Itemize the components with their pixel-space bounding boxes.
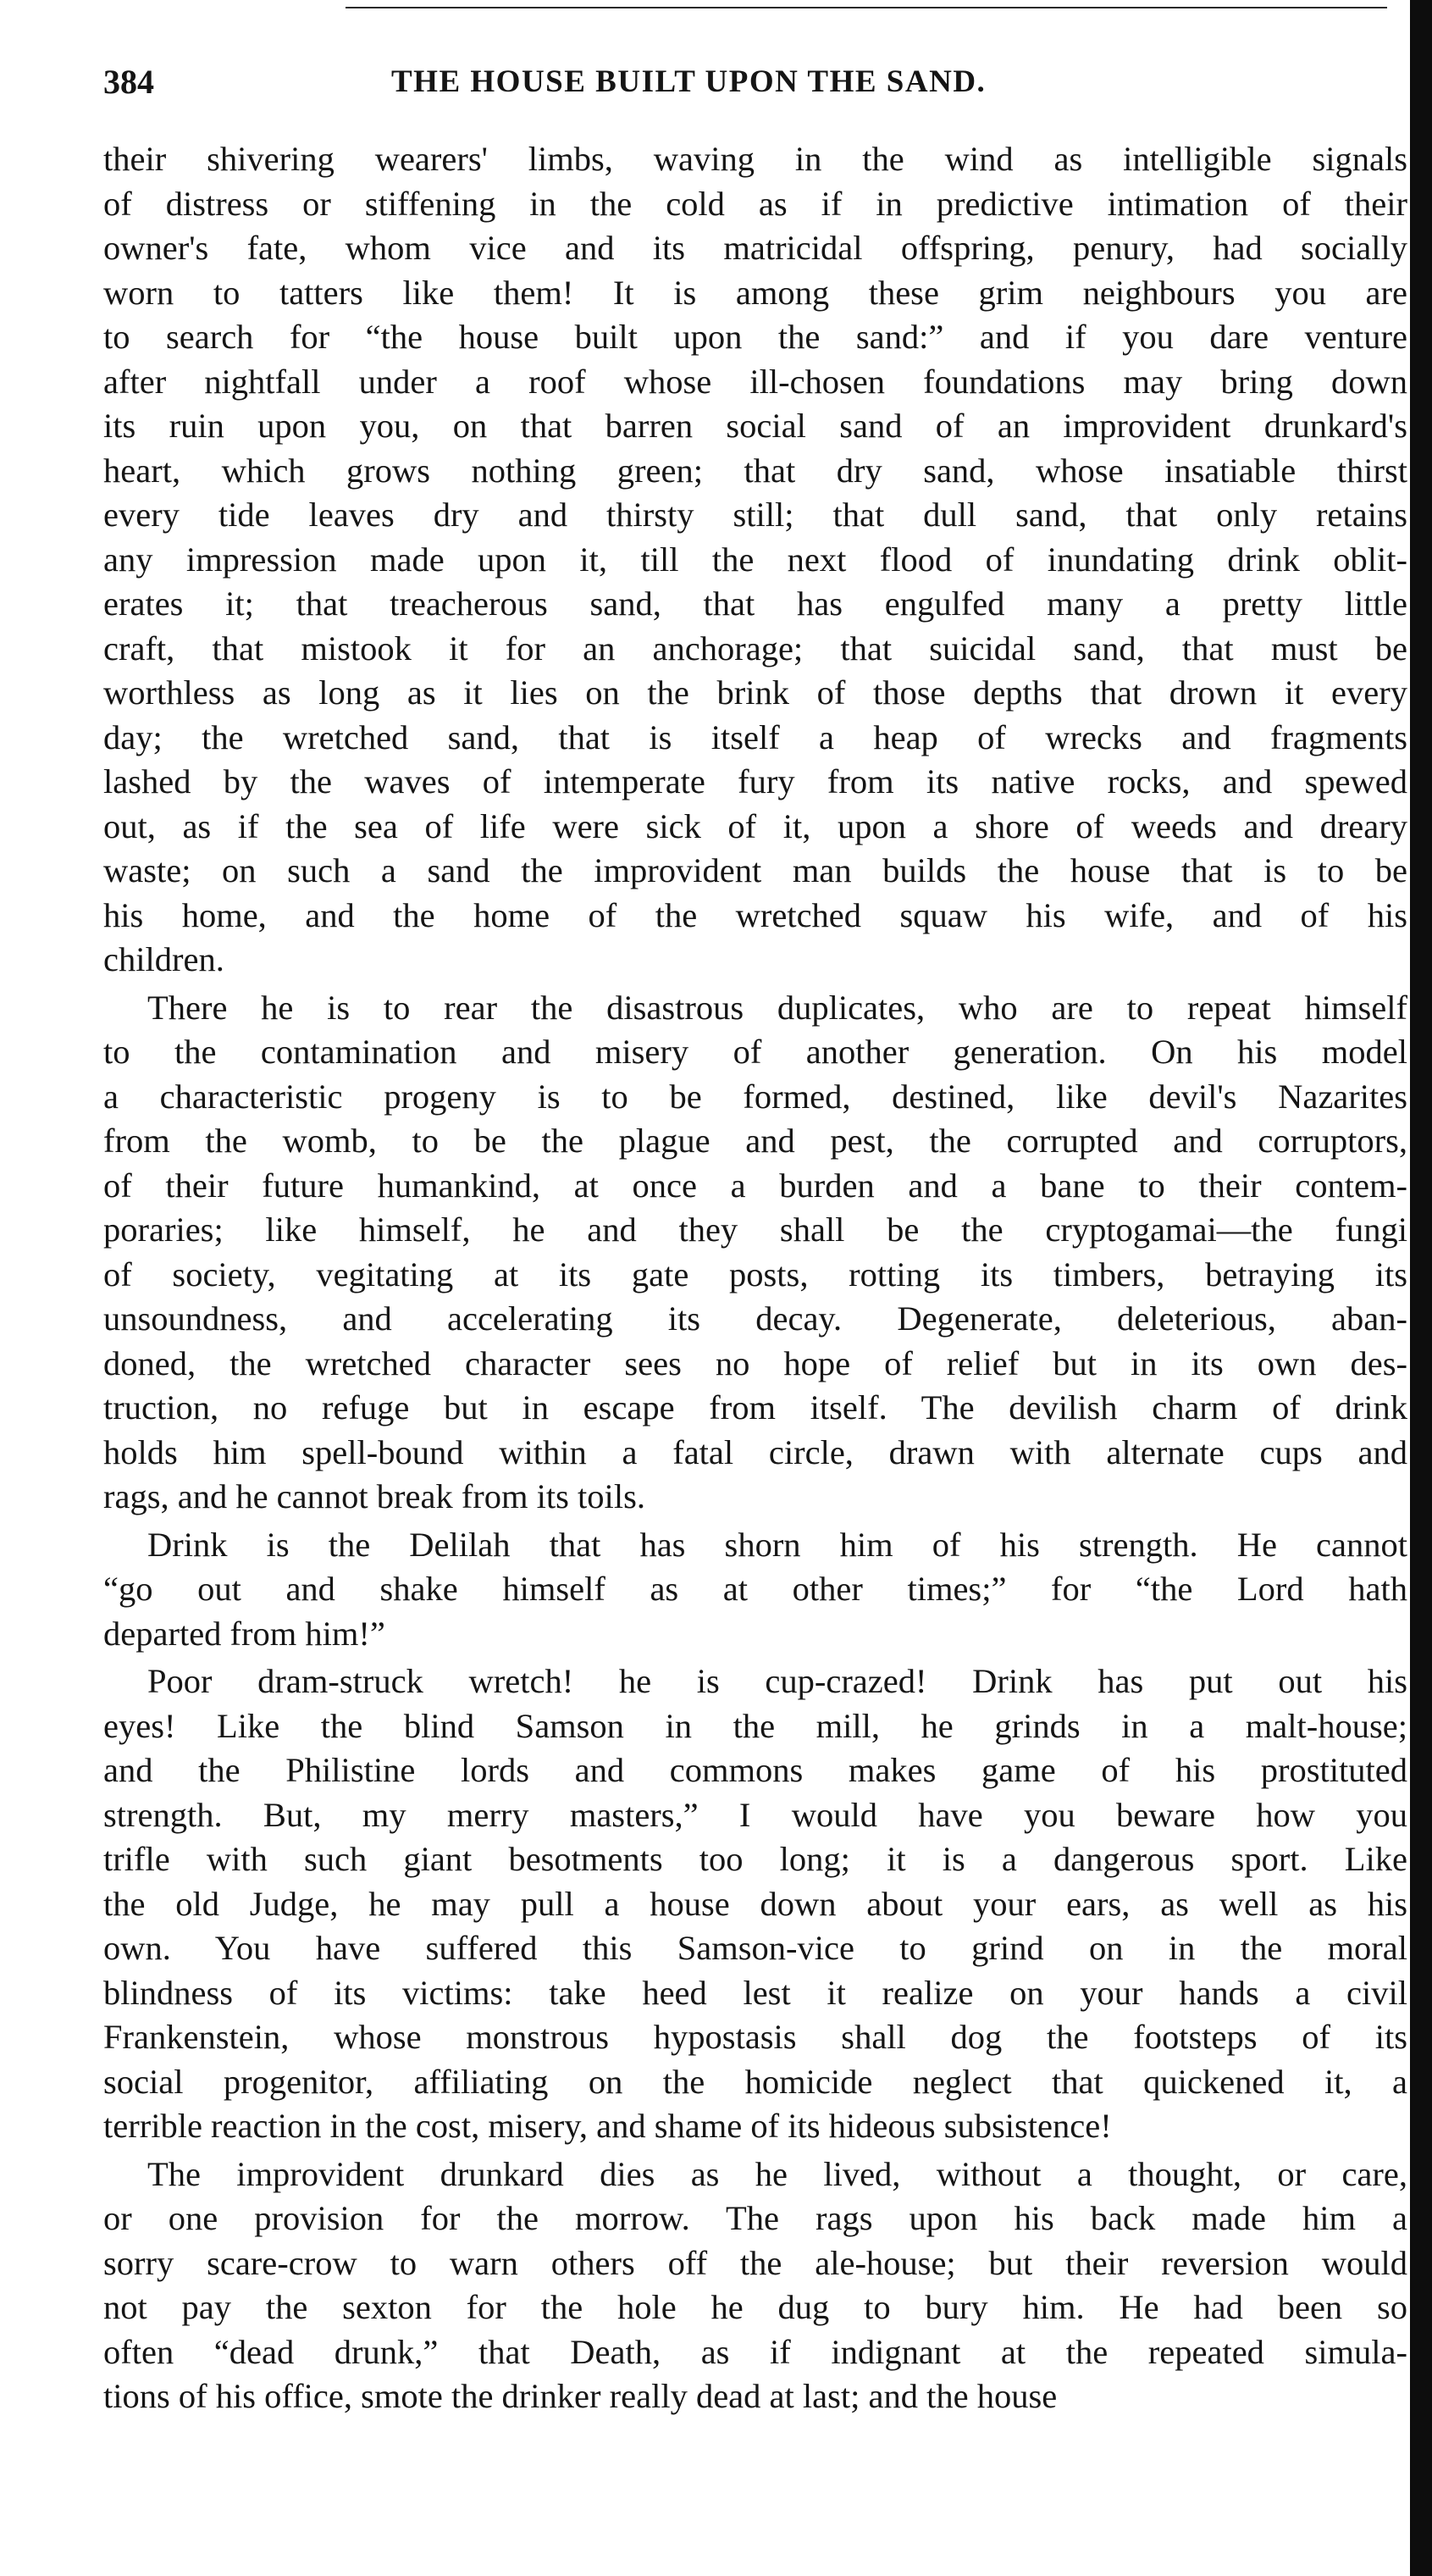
text-line: their shivering wearers' limbs, waving in the wind as intelligible signals: [103, 140, 1407, 178]
text-line: a characteristic progeny is to be formed, destined, like devil's Nazarites: [103, 1077, 1407, 1116]
text-line: poraries; like himself, he and they shall be the cryptogamai—the fungi: [103, 1210, 1407, 1249]
running-title: THE HOUSE BUILT UPON THE SAND.: [391, 64, 987, 99]
text-line: any impression made upon it, till the next flood of inundating drink oblit-: [103, 540, 1407, 579]
text-line: Poor dram-struck wretch! he is cup-crazed! Drink has put out his: [147, 1662, 1407, 1700]
text-line: craft, that mistook it for an anchorage; that suicidal sand, that must be: [103, 629, 1407, 668]
text-line: terrible reaction in the cost, misery, and shame of its hideous subsistence!: [103, 2107, 1112, 2145]
text-line: worthless as long as it lies on the brink of those depths that drown it every: [103, 673, 1407, 712]
text-line: unsoundness, and accelerating its decay. Degenerate, deleterious, aban-: [103, 1299, 1407, 1338]
text-line: not pay the sexton for the hole he dug to bury him. He had been so: [103, 2288, 1407, 2326]
text-line: and the Philistine lords and commons makes game of his prostituted: [103, 1751, 1407, 1789]
text-line: out, as if the sea of life were sick of it, upon a shore of weeds and dreary: [103, 806, 1407, 845]
text-line: eyes! Like the blind Samson in the mill, he grinds in a malt-house;: [103, 1706, 1407, 1745]
text-line: sorry scare-crow to warn others off the ale-house; but their reversion would: [103, 2243, 1407, 2282]
text-line: every tide leaves dry and thirsty still; that dull sand, that only retains: [103, 496, 1407, 534]
text-line: lashed by the waves of intemperate fury from its native rocks, and spewed: [103, 762, 1407, 800]
paragraph: [103, 137, 1407, 983]
text-line: owner's fate, whom vice and its matricidal offspring, penury, had socially: [103, 229, 1407, 267]
page-number: 384: [103, 63, 154, 101]
text-line: to the contamination and misery of another generation. On his model: [103, 1033, 1407, 1071]
text-line: departed from him!”: [103, 1614, 385, 1653]
text-line: holds him spell-bound within a fatal circle, drawn with alternate cups and: [103, 1432, 1407, 1471]
text-line: children.: [103, 940, 224, 978]
text-line: from the womb, to be the plague and pest, the corrupted and corruptors,: [103, 1122, 1407, 1160]
text-line: tions of his office, smote the drinker really dead at last; and the house: [103, 2377, 1058, 2415]
text-line: after nightfall under a roof whose ill-chosen foundations may bring down: [103, 362, 1407, 401]
text-line: There he is to rear the disastrous duplicates, who are to repeat himself: [147, 988, 1407, 1027]
paragraph: [103, 1523, 1407, 1657]
page-edge-shadow: [1410, 0, 1432, 2576]
text-line: of distress or stiffening in the cold as if in predictive intimation of their: [103, 184, 1407, 223]
text-line: truction, no refuge but in escape from itself. The devilish charm of drink: [103, 1388, 1407, 1426]
text-line: The improvident drunkard dies as he lived, without a thought, or care,: [147, 2154, 1407, 2193]
text-line: waste; on such a sand the improvident man builds the house that is to be: [103, 851, 1407, 889]
text-line: worn to tatters like them! It is among these grim neighbours you are: [103, 273, 1407, 312]
text-line: heart, which grows nothing green; that dry sand, whose insatiable thirst: [103, 451, 1407, 490]
text-line: often “dead drunk,” that Death, as if indignant at the repeated simula-: [103, 2332, 1407, 2371]
text-line: day; the wretched sand, that is itself a heap of wrecks and fragments: [103, 717, 1407, 756]
text-line: strength. But, my merry masters,” I would have you beware how you: [103, 1795, 1407, 1834]
body-text: [103, 137, 1407, 2419]
text-line: trifle with such giant besotments too long; it is a dangerous sport. Like: [103, 1840, 1407, 1878]
text-line: rags, and he cannot break from its toils.: [103, 1477, 645, 1515]
text-line: Drink is the Delilah that has shorn him of his strength. He cannot: [147, 1525, 1407, 1564]
text-line: “go out and shake himself as at other times;” for “the Lord hath: [103, 1570, 1407, 1608]
text-line: doned, the wretched character sees no hope of relief but in its own des-: [103, 1343, 1407, 1382]
text-line: its ruin upon you, on that barren social sand of an improvident drunkard's: [103, 407, 1407, 445]
text-line: erates it; that treacherous sand, that has engulfed many a pretty little: [103, 584, 1407, 623]
page-header: [103, 53, 1391, 112]
text-line: of society, vegitating at its gate posts, rotting its timbers, betraying its: [103, 1255, 1407, 1294]
text-line: his home, and the home of the wretched squaw his wife, and of his: [103, 895, 1407, 934]
text-line: or one provision for the morrow. The rags upon his back made him a: [103, 2199, 1407, 2237]
text-line: the old Judge, he may pull a house down about your ears, as well as his: [103, 1884, 1407, 1923]
text-line: of their future humankind, at once a burden and a bane to their contem-: [103, 1166, 1407, 1205]
text-line: Frankenstein, whose monstrous hypostasis shall dog the footsteps of its: [103, 2018, 1407, 2056]
top-rule: [346, 7, 1387, 8]
text-line: social progenitor, affiliating on the homicide neglect that quickened it, a: [103, 2062, 1407, 2101]
paragraph: [103, 1659, 1407, 2149]
paragraph: [103, 2152, 1407, 2419]
text-line: own. You have suffered this Samson-vice to grind on in the moral: [103, 1929, 1407, 1967]
paragraph: [103, 986, 1407, 1520]
text-line: blindness of its victims: take heed lest it realize on your hands a civil: [103, 1973, 1407, 2012]
text-line: to search for “the house built upon the sand:” and if you dare venture: [103, 318, 1407, 356]
